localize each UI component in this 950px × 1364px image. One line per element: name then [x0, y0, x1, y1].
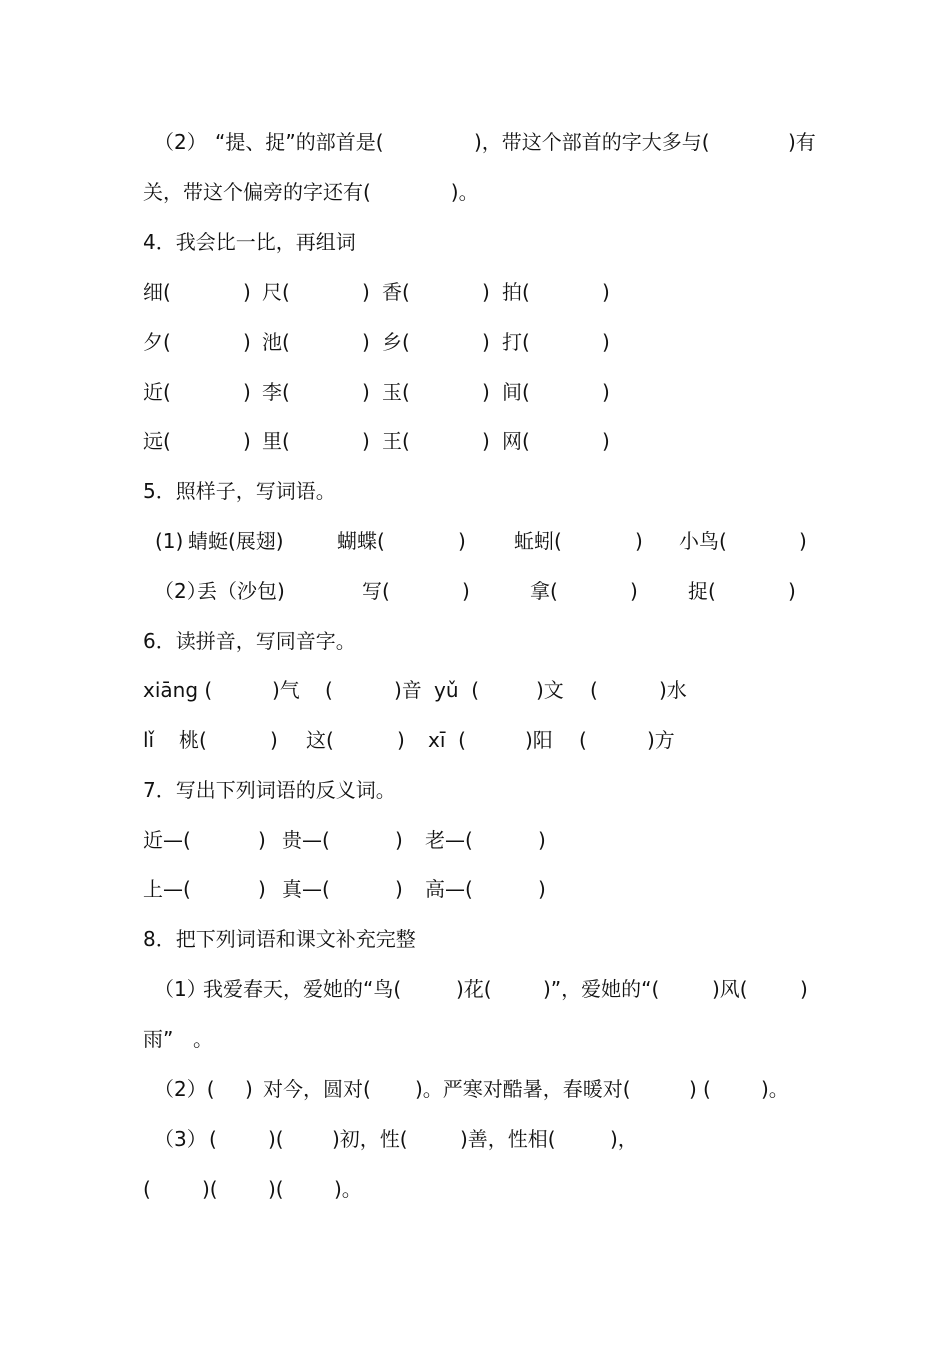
- blank-close: ): [635, 529, 643, 553]
- q7-row: [0, 825, 950, 855]
- q7-title: [0, 775, 950, 805]
- word-blank: 小鸟(: [679, 529, 727, 553]
- word-blank: 老—(: [425, 828, 473, 852]
- question-title: 7．写出下列词语的反义词。: [143, 778, 396, 802]
- blank-close: ): [395, 877, 403, 901]
- blank-close: ): [462, 579, 470, 603]
- blank-close: ): [602, 429, 610, 453]
- q7-row: [0, 874, 950, 904]
- pinyin-blank: xiāng (: [143, 678, 213, 702]
- question-text: )。: [761, 1077, 789, 1101]
- question-text: )初，性(: [332, 1127, 408, 1151]
- question-title: 6．读拼音，写同音字。: [143, 629, 356, 653]
- blank-close: ): [362, 429, 370, 453]
- word-blank: 夕(: [143, 330, 171, 354]
- q8-item2: [0, 1074, 950, 1104]
- question-text: )。严寒对酷暑，春暖对(: [415, 1077, 631, 1101]
- word-blank: 乡(: [382, 330, 410, 354]
- word-blank: 贵—(: [282, 828, 330, 852]
- q3-item2-line1: [0, 127, 950, 157]
- blank-close: ): [689, 1077, 697, 1101]
- word-blank: )水: [659, 678, 687, 702]
- blank-close: ): [482, 330, 490, 354]
- q5-row: [0, 526, 950, 556]
- blank-close: ): [245, 1077, 253, 1101]
- word-blank: 真—(: [282, 877, 330, 901]
- word-blank: 上—(: [143, 877, 191, 901]
- q3-item2-line2: [0, 177, 950, 207]
- blank-close: ): [799, 529, 807, 553]
- q6-title: [0, 626, 950, 656]
- blank-close: ): [538, 828, 546, 852]
- pinyin-blank: yǔ (: [434, 678, 480, 702]
- word-blank: )文: [536, 678, 564, 702]
- word-blank: 王(: [382, 429, 410, 453]
- blank-close: ): [243, 380, 251, 404]
- question-text: )”，爱她的“(: [543, 977, 660, 1001]
- pinyin-blank: xī (: [428, 728, 466, 752]
- q4-row: [0, 426, 950, 456]
- blank-close: ): [458, 529, 466, 553]
- question-text: )善，性相(: [460, 1127, 556, 1151]
- word-blank: )气: [272, 678, 300, 702]
- blank-close: ): [243, 280, 251, 304]
- q6-row: [0, 675, 950, 705]
- question-text: )。: [334, 1177, 362, 1201]
- example-word: 蜻蜓(展翅): [188, 529, 284, 553]
- question-text: )有: [788, 130, 816, 154]
- question-title: 8．把下列词语和课文补充完整: [143, 927, 416, 951]
- q5-row: [0, 576, 950, 606]
- word-blank: 细(: [143, 280, 171, 304]
- word-blank: 远(: [143, 429, 171, 453]
- word-blank: )音: [394, 678, 422, 702]
- question-text: 关，带这个偏旁的字还有( )。: [143, 180, 479, 204]
- question-text: )，带这个部首的字大多与(: [474, 130, 710, 154]
- q6-row: [0, 725, 950, 755]
- blank-open: (: [703, 1077, 711, 1101]
- blank-close: ): [270, 728, 278, 752]
- blank-open: (: [143, 1177, 151, 1201]
- blank-open: (: [209, 1127, 217, 1151]
- q4-title: [0, 227, 950, 257]
- blank-close: ): [258, 828, 266, 852]
- blank-close: ): [362, 380, 370, 404]
- question-title: 5．照样子，写词语。: [143, 479, 336, 503]
- q5-title: [0, 476, 950, 506]
- q8-item1-line1: [0, 974, 950, 1004]
- word-blank: 网(: [502, 429, 530, 453]
- blank-close: ): [395, 828, 403, 852]
- word-blank: 近—(: [143, 828, 191, 852]
- blank-close: ): [630, 579, 638, 603]
- question-text: )(: [268, 1177, 284, 1201]
- punctuation: 。: [193, 1027, 213, 1051]
- item-number: (1): [155, 529, 184, 553]
- word-blank: 桃(: [179, 728, 207, 752]
- word-blank: 写(: [362, 579, 390, 603]
- blank-close: ): [482, 380, 490, 404]
- q8-item3-line2: [0, 1174, 950, 1204]
- word-blank: 打(: [502, 330, 530, 354]
- question-title: 4．我会比一比，再组词: [143, 230, 356, 254]
- blank-close: ): [788, 579, 796, 603]
- word-blank: 尺(: [262, 280, 290, 304]
- word-blank: 池(: [262, 330, 290, 354]
- blank-close: ): [243, 330, 251, 354]
- example-word: 丢（沙包): [197, 579, 285, 603]
- blank-open: (: [579, 728, 587, 752]
- blank-open: (: [325, 678, 333, 702]
- blank-close: ): [482, 429, 490, 453]
- word-blank: 玉(: [382, 380, 410, 404]
- q8-item3-line1: [0, 1124, 950, 1154]
- question-text: 雨”: [143, 1027, 174, 1051]
- question-text: “提、捉”的部首是(: [215, 130, 384, 154]
- question-text: )，: [610, 1127, 638, 1151]
- blank-close: ): [602, 330, 610, 354]
- question-text: )风(: [712, 977, 748, 1001]
- question-text: （2）(: [154, 1077, 215, 1101]
- blank-open: (: [590, 678, 598, 702]
- blank-close: ): [362, 330, 370, 354]
- blank-close: ): [800, 977, 808, 1001]
- blank-close: ): [362, 280, 370, 304]
- q4-row: [0, 327, 950, 357]
- blank-close: ): [258, 877, 266, 901]
- q8-item1-line2: [0, 1024, 950, 1054]
- word-blank: )阳: [525, 728, 553, 752]
- item-number: （2）: [154, 579, 207, 603]
- word-blank: )方: [647, 728, 675, 752]
- word-blank: 间(: [502, 380, 530, 404]
- word-blank: 蝴蝶(: [337, 529, 385, 553]
- q4-row: [0, 377, 950, 407]
- word-blank: 这(: [306, 728, 334, 752]
- blank-close: ): [397, 728, 405, 752]
- word-blank: 拿(: [530, 579, 558, 603]
- item-number: （1）: [154, 977, 207, 1001]
- question-text: )(: [268, 1127, 284, 1151]
- blank-close: ): [538, 877, 546, 901]
- blank-close: ): [482, 280, 490, 304]
- pinyin-label: lǐ: [143, 728, 155, 752]
- question-text: )花(: [456, 977, 492, 1001]
- word-blank: 近(: [143, 380, 171, 404]
- question-text: 对今，圆对(: [263, 1077, 371, 1101]
- word-blank: 里(: [262, 429, 290, 453]
- question-text: )(: [202, 1177, 218, 1201]
- q4-row: [0, 277, 950, 307]
- word-blank: 香(: [382, 280, 410, 304]
- question-text: 我爱春天，爱她的“鸟(: [203, 977, 402, 1001]
- q8-title: [0, 924, 950, 954]
- word-blank: 拍(: [502, 280, 530, 304]
- blank-close: ): [602, 380, 610, 404]
- word-blank: 蚯蚓(: [514, 529, 562, 553]
- blank-close: ): [243, 429, 251, 453]
- word-blank: 李(: [262, 380, 290, 404]
- item-number: （3）: [154, 1127, 207, 1151]
- word-blank: 高—(: [425, 877, 473, 901]
- word-blank: 捉(: [688, 579, 716, 603]
- item-number: （2）: [154, 130, 207, 154]
- blank-close: ): [602, 280, 610, 304]
